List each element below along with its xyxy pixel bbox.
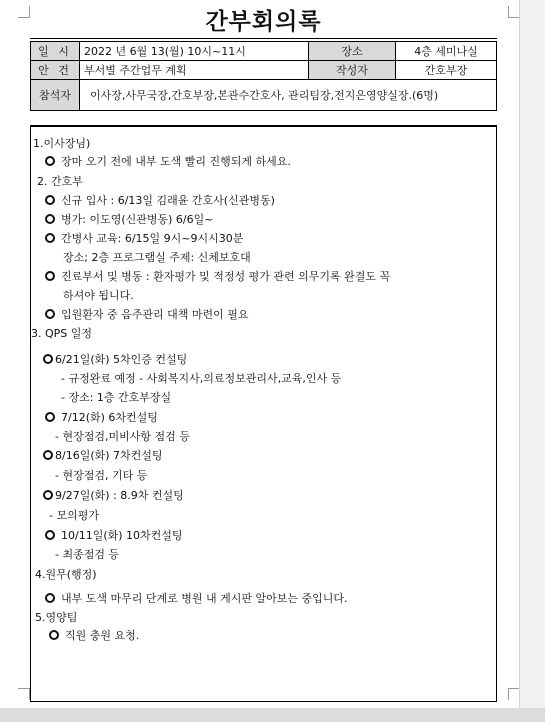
list-item[interactable]: 10/11일(화) 10차컨설팅 <box>45 529 183 543</box>
section-heading[interactable]: 4.원무(행정) <box>35 568 97 581</box>
place-label[interactable]: 장소 <box>309 42 396 61</box>
page-corner-mark <box>18 688 30 700</box>
section-heading[interactable]: 1.이사장님) <box>33 137 91 150</box>
list-item[interactable]: 7/12(화) 6차컨설팅 <box>45 411 158 425</box>
agenda-label[interactable]: 안 건 <box>31 61 80 80</box>
bullet-icon <box>43 490 53 500</box>
list-item-detail[interactable]: - 모의평가 <box>49 509 99 522</box>
list-item[interactable]: 장마 오기 전에 내부 도색 빨리 진행되게 하세요. <box>45 155 291 169</box>
bullet-icon <box>43 450 53 460</box>
agenda-value[interactable]: 부서별 주간업무 계획 <box>80 61 309 80</box>
attendees-label[interactable]: 참석자 <box>31 80 80 111</box>
list-item-detail[interactable]: - 현장점검, 기타 등 <box>55 469 148 482</box>
bullet-icon <box>45 233 55 243</box>
bullet-icon <box>45 593 55 603</box>
list-item[interactable]: 9/27일(화) : 8.9차 컨설팅 <box>43 489 184 503</box>
list-item[interactable]: 진료부서 및 병동 : 환자평가 및 적정성 평가 관련 의무기록 완결도 꼭 <box>45 270 390 284</box>
bullet-icon <box>45 530 55 540</box>
author-value[interactable]: 간호부장 <box>396 61 497 80</box>
bullet-icon <box>45 156 55 166</box>
date-label[interactable]: 일 시 <box>31 42 80 61</box>
bullet-icon <box>45 195 55 205</box>
page-corner-mark <box>18 6 30 18</box>
section-heading[interactable]: 2. 간호부 <box>37 175 83 188</box>
vertical-scrollbar[interactable] <box>519 0 545 722</box>
place-value[interactable]: 4층 세미나실 <box>396 42 497 61</box>
list-item-detail[interactable]: 장소; 2층 프로그램실 주제: 신체보호대 <box>63 251 251 264</box>
list-item-detail[interactable]: 하셔야 됩니다. <box>63 289 134 302</box>
title-divider <box>30 38 497 39</box>
attendees-value[interactable]: 이사장,사무국장,간호부장,본관수간호사, 관리팀장,전지은영양실장.(6명) <box>80 80 497 111</box>
list-item[interactable]: 직원 충원 요청. <box>49 629 139 643</box>
section-heading[interactable]: 5.영양팀 <box>35 611 78 624</box>
bullet-icon <box>49 630 59 640</box>
bullet-icon <box>43 354 53 364</box>
document-title[interactable]: 간부회의록 <box>205 9 322 35</box>
list-item[interactable]: 신규 입사 : 6/13일 김래윤 간호사(신관병동) <box>45 194 275 208</box>
list-item[interactable]: 병가: 이도영(신관병동) 6/6일~ <box>45 213 213 227</box>
list-item[interactable]: 6/21일(화) 5차인증 컨설팅 <box>43 353 187 367</box>
list-item-detail[interactable]: - 최종점검 등 <box>55 548 120 561</box>
section-heading[interactable]: 3. QPS 일정 <box>31 327 93 340</box>
list-item[interactable]: 입원환자 중 음주관리 대책 마련이 필요 <box>45 308 249 322</box>
list-item-detail[interactable]: - 규정완료 예정 - 사회복지사,의료정보관리사,교육,인사 등 <box>61 372 342 385</box>
horizontal-scrollbar[interactable] <box>0 708 545 722</box>
bullet-icon <box>45 309 55 319</box>
list-item[interactable]: 8/16일(화) 7차컨설팅 <box>43 449 163 463</box>
bullet-icon <box>45 412 55 422</box>
list-item-detail[interactable]: - 장소: 1층 간호부장실 <box>61 391 172 404</box>
list-item[interactable]: 내부 도색 마무리 단계로 병원 내 게시판 알아보는 중입니다. <box>45 592 348 606</box>
meeting-info-table <box>30 41 497 111</box>
author-label[interactable]: 작성자 <box>309 61 396 80</box>
minutes-body[interactable] <box>30 125 497 702</box>
list-item[interactable]: 간병사 교육: 6/15일 9시~9시시30분 <box>45 232 243 246</box>
bullet-icon <box>45 271 55 281</box>
bullet-icon <box>45 214 55 224</box>
list-item-detail[interactable]: - 현장점검,미비사항 점검 등 <box>55 430 190 443</box>
date-value[interactable]: 2022 년 6월 13(월) 10시~11시 <box>80 42 309 61</box>
